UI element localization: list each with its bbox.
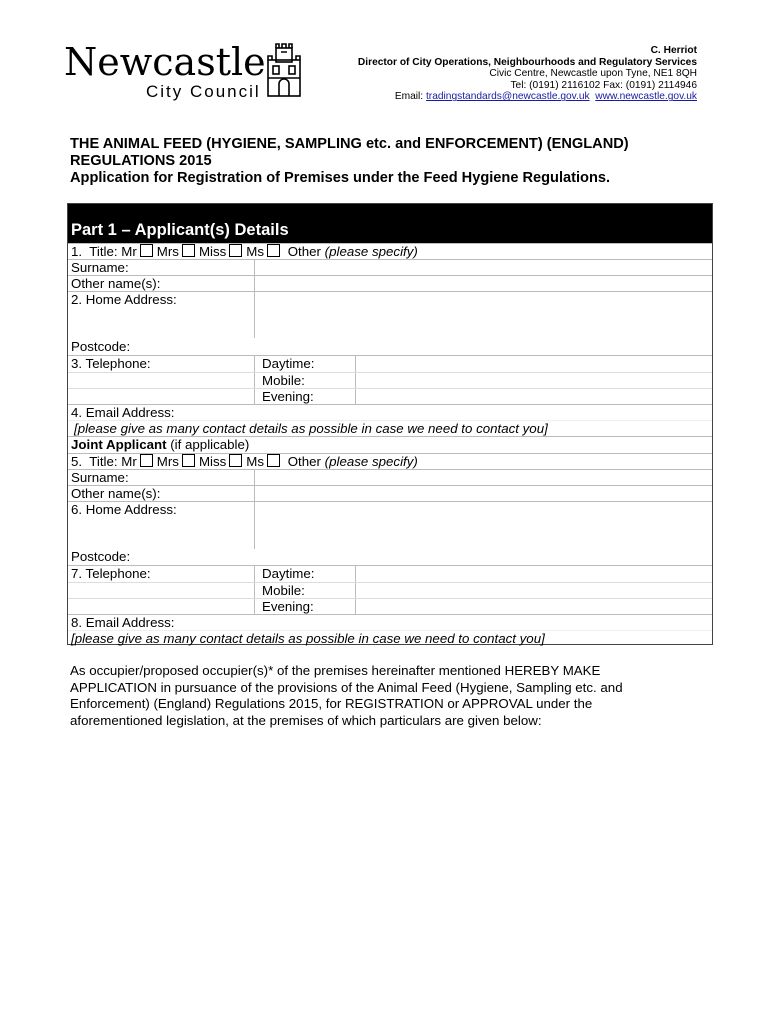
other-names-row (68, 275, 712, 291)
statement-line-3: Enforcement) (England) Regulations 2015, for REGISTRATION or APPROVAL under the (70, 696, 593, 711)
email-prefix: Email: (394, 91, 426, 103)
title-line-2: REGULATIONS 2015 (70, 153, 212, 169)
evening-label: Evening: (262, 599, 314, 614)
part1-heading: Part 1 – Applicant(s) Details (68, 204, 712, 243)
council-logo (64, 40, 314, 106)
evening-phone-field[interactable] (356, 389, 710, 404)
contact-note-row-2 (68, 630, 712, 645)
q1-number: 1. (71, 244, 83, 259)
telephone-row (68, 355, 712, 372)
mobile-phone-field-2[interactable] (356, 583, 710, 598)
ms-checkbox[interactable] (267, 454, 280, 467)
postcode-label: Postcode: (71, 549, 131, 564)
title-mr-label: Title: Mr (89, 244, 137, 259)
home-address-field[interactable] (255, 292, 710, 338)
mobile-label: Mobile: (262, 373, 305, 388)
title-mr-label: Title: Mr (89, 454, 137, 469)
mobile-label: Mobile: (262, 583, 305, 598)
contact-note: [please give as many contact details as possible in case we need to contact you] (74, 421, 548, 436)
surname-field-2[interactable] (255, 470, 710, 485)
title-specify-hint: (please specify) (324, 244, 418, 259)
other-names-field-2[interactable] (255, 486, 710, 501)
title-row-2 (68, 453, 712, 469)
email-row (68, 404, 712, 420)
home-address-row (68, 291, 712, 338)
other-names-label: Other name(s): (71, 276, 161, 291)
evening-phone-field-2[interactable] (356, 599, 710, 614)
contact-note: [please give as many contact details as possible in case we need to contact you] (71, 631, 545, 646)
mr-checkbox[interactable] (140, 244, 153, 257)
email-address-field-2[interactable] (255, 615, 710, 630)
office-address: Civic Centre, Newcastle upon Tyne, NE1 8QH (489, 68, 697, 80)
other-names-row-2 (68, 485, 712, 501)
surname-field[interactable] (255, 260, 710, 275)
mobile-phone-field[interactable] (356, 373, 710, 388)
other-names-field[interactable] (255, 276, 710, 291)
email-line (358, 91, 697, 103)
surname-row (68, 259, 712, 275)
title-line-1: THE ANIMAL FEED (HYGIENE, SAMPLING etc. and ENFORCEMENT) (ENGLAND) (70, 136, 629, 152)
applicant-details-form (67, 203, 713, 645)
postcode-row-2 (68, 549, 712, 565)
mrs-checkbox[interactable] (182, 454, 195, 467)
home-address-label: 2. Home Address: (71, 292, 177, 307)
daytime-label: Daytime: (262, 566, 315, 581)
logo-wordmark: Newcastle (64, 40, 266, 84)
title-ms-label: Ms (246, 454, 264, 469)
title-specify-hint: (please specify) (324, 454, 418, 469)
mobile-row (68, 372, 712, 388)
miss-checkbox[interactable] (229, 454, 242, 467)
postcode-row (68, 338, 712, 355)
castle-icon (262, 42, 306, 98)
daytime-phone-field[interactable] (356, 356, 710, 372)
website-link[interactable]: www.newcastle.gov.uk (595, 91, 697, 103)
phone-fax: Tel: (0191) 2116102 Fax: (0191) 2114946 (510, 79, 697, 91)
daytime-label: Daytime: (262, 356, 315, 371)
joint-applicant-note: (if applicable) (166, 437, 250, 452)
contact-header (358, 45, 697, 103)
email-address-field[interactable] (255, 405, 710, 420)
evening-row (68, 388, 712, 404)
joint-applicant-heading: Joint Applicant (71, 437, 167, 452)
telephone-row-2 (68, 565, 712, 582)
mrs-checkbox[interactable] (182, 244, 195, 257)
home-address-row-2 (68, 501, 712, 549)
officer-role: Director of City Operations, Neighbourhoods and Regulatory Services (357, 56, 697, 68)
telephone-label: 7. Telephone: (71, 566, 151, 581)
title-miss-label: Miss (198, 454, 227, 469)
surname-row-2 (68, 469, 712, 485)
other-names-label: Other name(s): (71, 486, 161, 501)
surname-label: Surname: (71, 260, 129, 275)
home-address-label: 6. Home Address: (71, 502, 177, 517)
daytime-phone-field-2[interactable] (356, 566, 710, 582)
q5-number: 5. (71, 454, 83, 469)
title-line-3: Application for Registration of Premises under the Feed Hygiene Regulations. (70, 170, 611, 186)
evening-row-2 (68, 598, 712, 614)
application-statement (70, 663, 690, 729)
telephone-label: 3. Telephone: (71, 356, 151, 371)
title-other-label: Other (287, 244, 321, 259)
home-address-field-2[interactable] (255, 502, 710, 549)
title-mrs-label: Mrs (156, 454, 179, 469)
title-ms-label: Ms (246, 244, 264, 259)
statement-line-4: aforementioned legislation, at the premises of which particulars are given below: (70, 712, 542, 728)
evening-label: Evening: (262, 389, 314, 404)
email-row-2 (68, 614, 712, 630)
mr-checkbox[interactable] (140, 454, 153, 467)
logo-subtitle: City Council (146, 82, 261, 101)
joint-applicant-row (68, 436, 712, 453)
ms-checkbox[interactable] (267, 244, 280, 257)
title-other-label: Other (287, 454, 321, 469)
postcode-label: Postcode: (71, 339, 131, 354)
email-link[interactable]: tradingstandards@newcastle.gov.uk (425, 91, 590, 103)
title-mrs-label: Mrs (156, 244, 179, 259)
statement-line-2: APPLICATION in pursuance of the provisions of the Animal Feed (Hygiene, Sampling etc. and (70, 679, 623, 695)
email-address-label: 8. Email Address: (71, 615, 175, 630)
officer-name: C. Herriot (650, 45, 697, 56)
title-miss-label: Miss (198, 244, 227, 259)
statement-line-1: As occupier/proposed occupier(s)* of the premises hereinafter mentioned HEREBY MAKE (70, 663, 601, 678)
contact-note-row (68, 420, 712, 436)
mobile-row-2 (68, 582, 712, 598)
email-address-label: 4. Email Address: (71, 405, 175, 420)
document-title (70, 136, 690, 187)
surname-label: Surname: (71, 470, 129, 485)
title-row-1 (68, 243, 712, 259)
miss-checkbox[interactable] (229, 244, 242, 257)
